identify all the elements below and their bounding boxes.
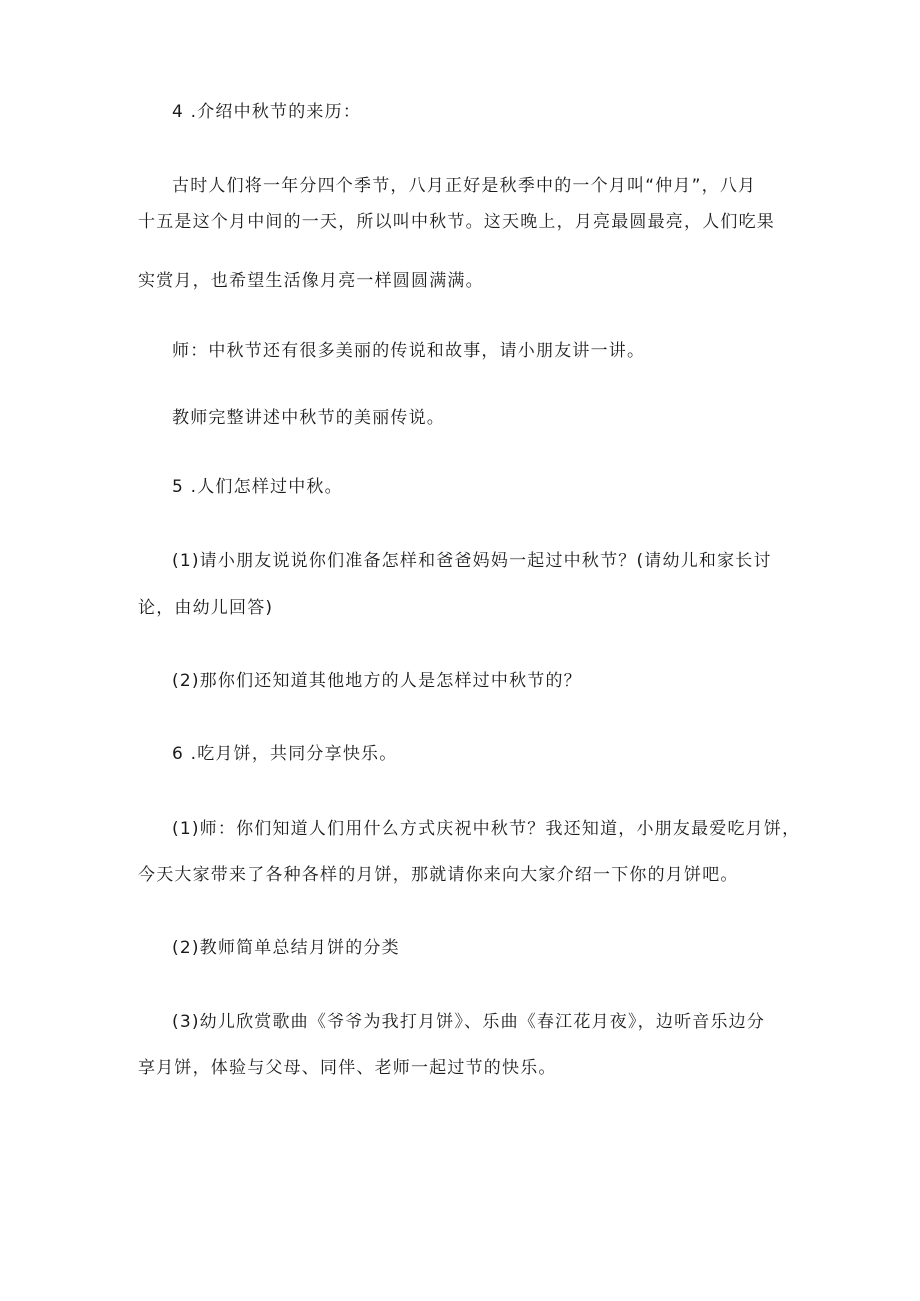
- section-5-item-1-line-1: (1)请小朋友说说你们准备怎样和爸爸妈妈一起过中秋节？(请幼儿和家长讨: [172, 551, 772, 571]
- section-4-teacher-story: 教师完整讲述中秋节的美丽传说。: [172, 408, 445, 428]
- section-6-item-1-line-1: (1)师：你们知道人们用什么方式庆祝中秋节？我还知道，小朋友最爱吃月饼，: [172, 819, 801, 839]
- section-6-item-3-line-2: 享月饼，体验与父母、同伴、老师一起过节的快乐。: [138, 1058, 557, 1078]
- section-4-paragraph-line-3: 实赏月，也希望生活像月亮一样圆圆满满。: [138, 271, 484, 291]
- section-4-paragraph-line-1: 古时人们将一年分四个季节，八月正好是秋季中的一个月叫“仲月”，八月: [172, 176, 757, 196]
- section-4-paragraph-line-2: 十五是这个月中间的一天，所以叫中秋节。这天晚上，月亮最圆最亮，人们吃果: [138, 212, 775, 232]
- section-4-heading: 4 .介绍中秋节的来历：: [172, 102, 362, 122]
- section-6-item-1-line-2: 今天大家带来了各种各样的月饼，那就请你来向大家介绍一下你的月饼吧。: [138, 865, 739, 885]
- section-5-heading: 5 .人们怎样过中秋。: [172, 477, 343, 497]
- section-5-item-2: (2)那你们还知道其他地方的人是怎样过中秋节的？: [172, 671, 582, 691]
- section-6-heading: 6 .吃月饼，共同分享快乐。: [172, 744, 398, 764]
- section-6-item-2: (2)教师简单总结月饼的分类: [172, 938, 400, 958]
- section-5-item-1-line-2: 论，由幼儿回答): [138, 598, 274, 618]
- section-6-item-3-line-1: (3)幼儿欣赏歌曲《爷爷为我打月饼》、乐曲《春江花月夜》，边听音乐边分: [172, 1012, 766, 1032]
- section-4-teacher-prompt: 师：中秋节还有很多美丽的传说和故事，请小朋友讲一讲。: [172, 341, 646, 361]
